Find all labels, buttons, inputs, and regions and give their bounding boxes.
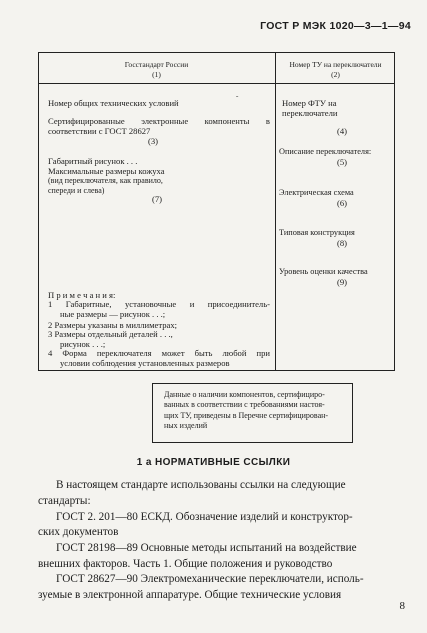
general-spec-mark: ˆ <box>236 95 239 103</box>
construction-number: (8) <box>336 238 348 248</box>
body-p2-line-1: ГОСТ 2. 201—80 ЕСКД. Обозначение изделий и конструктор- <box>56 511 353 523</box>
notes-title: П р и м е ч а н и я: <box>48 290 116 300</box>
note-4-line-2: условии соблюдения установленных размеров <box>60 358 230 368</box>
schematic-number: (6) <box>336 198 348 208</box>
section-title: 1 а НОРМАТИВНЫЕ ССЫЛКИ <box>136 457 291 468</box>
construction-label: Типовая конструкция <box>279 228 355 237</box>
note-box-line-2: ванных в соответствии с требованиями настоя- <box>164 400 325 410</box>
body-p3-line-1: ГОСТ 28198—89 Основные методы испытаний на воздействие <box>56 542 357 554</box>
note-3-line-1: 3 Размеры отдельный деталей . . ., <box>48 329 173 339</box>
table-header-divider <box>38 83 395 84</box>
ftu-number: (4) <box>336 126 348 136</box>
description-label: Описание переключателя: <box>279 147 372 156</box>
certified-number: (3) <box>147 136 159 146</box>
outline-line-3: (вид переключателя, как правило, <box>48 176 163 185</box>
col2-number: (2) <box>331 70 340 79</box>
page-number: 8 <box>399 600 405 612</box>
note-box-line-3: щих ТУ, приведены в Перечне сертифицирован- <box>164 410 329 420</box>
body-p1-line-2: стандарты: <box>38 495 91 507</box>
body-p1-line-1: В настоящем стандарте использованы ссылки на следующие <box>56 479 346 491</box>
ftu-line-2: переключатели <box>282 108 338 118</box>
outline-line-1: Габаритный рисунок . . . <box>48 156 138 166</box>
note-box-line-1: Данные о наличии компонентов, сертифициро- <box>164 390 325 399</box>
body-p4-line-1: ГОСТ 28627—90 Электромеханические переключатели, исполь- <box>56 573 364 585</box>
table-column-divider <box>275 52 276 371</box>
col1-header: Госстандарт России <box>124 60 189 69</box>
body-p3-line-2: внешних факторов. Часть 1. Общие положения и руководство <box>38 558 333 570</box>
certified-line-2: соответствии с ГОСТ 28627 <box>48 126 151 136</box>
note-1-line-2: ные размеры — рисунок . . .; <box>60 309 166 319</box>
quality-label: Уровень оценки качества <box>279 267 368 276</box>
note-2: 2 Размеры указаны в миллиметрах; <box>48 320 177 330</box>
note-4-line-1: 4 Форма переключателя может быть любой при <box>48 348 270 358</box>
note-1-line-1: 1 Габаритные, установочные и присоединитель- <box>48 299 270 309</box>
outline-line-2: Максимальные размеры кожуха <box>48 166 165 176</box>
general-spec-label: Номер общих технических условий <box>48 98 179 108</box>
certification-note-text <box>164 390 346 431</box>
outline-number: (7) <box>151 194 163 204</box>
body-p4-line-2: зуемые в электронной аппаратуре. Общие технические условия <box>38 589 342 601</box>
certified-line-1: Сертифицированные электронные компоненты в <box>48 116 270 126</box>
standard-number: ГОСТ Р МЭК 1020—3—1—94 <box>260 20 411 32</box>
col1-number: (1) <box>152 70 161 79</box>
schematic-label: Электрическая схема <box>279 188 354 197</box>
ftu-line-1: Номер ФТУ на <box>282 98 337 108</box>
note-box-line-4: ных изделий <box>164 420 208 430</box>
col2-header: Номер ТУ на переключатели <box>289 60 382 69</box>
note-3-line-2: рисунок . . .; <box>60 339 106 349</box>
body-p2-line-2: ских документов <box>38 526 119 538</box>
quality-number: (9) <box>336 277 348 287</box>
outline-line-4: спереди и слева) <box>48 186 105 195</box>
description-number: (5) <box>336 157 348 167</box>
